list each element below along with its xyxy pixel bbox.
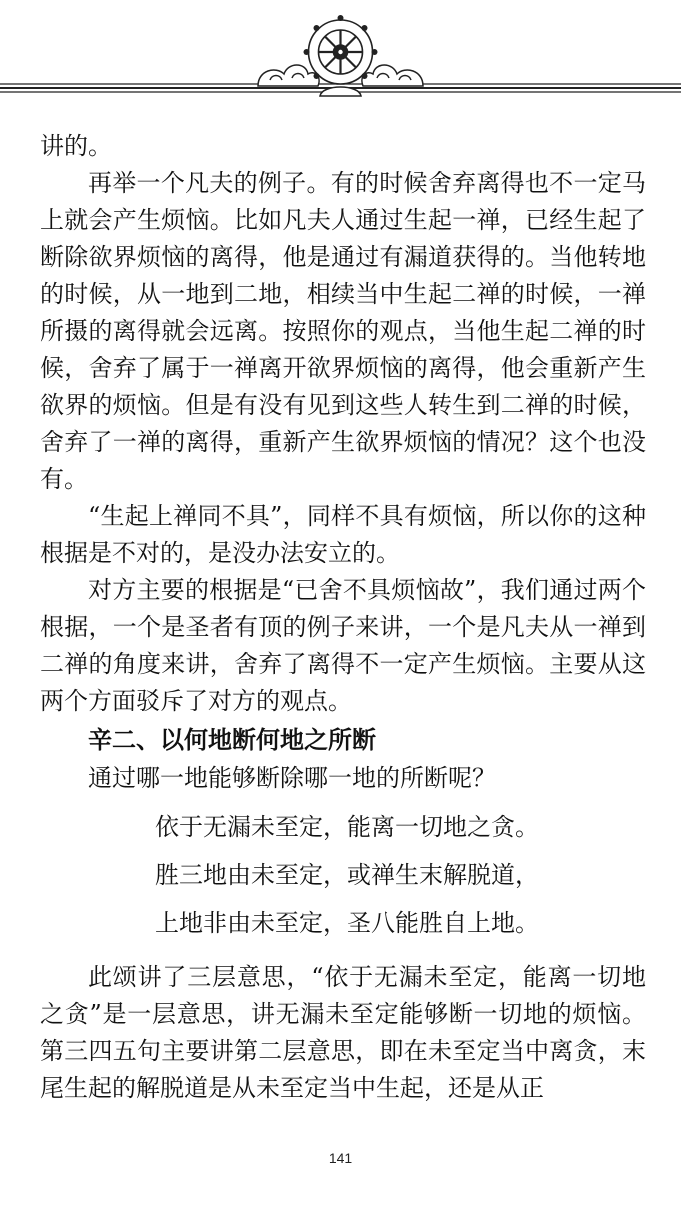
verse-block <box>40 803 646 947</box>
paragraph: 对方主要的根据是“已舍不具烦恼故”，我们通过两个根据，一个是圣者有顶的例子来讲，一个是凡夫从一禅到二禅的角度来讲，舍弃了离得不一定产生烦恼。主要从这两个方面驳斥了对方的观点。 <box>40 576 646 715</box>
commentary-paragraph: 此颂讲了三层意思，“依于无漏未至定，能离一切地之贪”是一层意思，讲无漏未至定能够断一切地的烦恼。第三四五句主要讲第二层意思，即在未至定当中离贪，末尾生起的解脱道是从未至定当中生起，还是从正 <box>40 963 646 1102</box>
question-text: 通过哪一地能够断除哪一地的所断呢？ <box>88 764 496 792</box>
verse-line: 依于无漏未至定，能离一切地之贪。 <box>155 813 539 841</box>
right-cloud-icon <box>362 65 423 86</box>
page-text <box>40 128 646 1107</box>
page-number: 141 <box>328 1150 353 1166</box>
verse-line: 胜三地由未至定，或禅生末解脱道， <box>155 861 539 889</box>
section-heading: 辛二、以何地断何地之所断 <box>88 726 376 754</box>
paragraph: 讲的。 <box>40 132 112 160</box>
verse-line: 上地非由未至定，圣八能胜自上地。 <box>155 909 539 937</box>
left-cloud-icon <box>258 65 319 86</box>
paragraph: 再举一个凡夫的例子。有的时候舍弃离得也不一定马上就会产生烦恼。比如凡夫人通过生起一禅，已经生起了断除欲界烦恼的离得，他是通过有漏道获得的。当他转地的时候，从一地到二地，相续当中生起二禅的时候，一禅所摄的离得就会远离。按照你的观点，当他生起二禅的时候，舍弃了属于一禅离开欲界烦恼的离得，他会重新产生欲界的烦恼。但是有没有见到这些人转生到二禅的时候，舍弃了一禅的离得，重新产生欲界烦恼的情况？这个也没有。 <box>40 169 646 493</box>
paragraph: “生起上禅同不具”，同样不具有烦恼，所以你的这种根据是不对的，是没办法安立的。 <box>40 502 646 567</box>
header-ornament <box>0 0 681 108</box>
